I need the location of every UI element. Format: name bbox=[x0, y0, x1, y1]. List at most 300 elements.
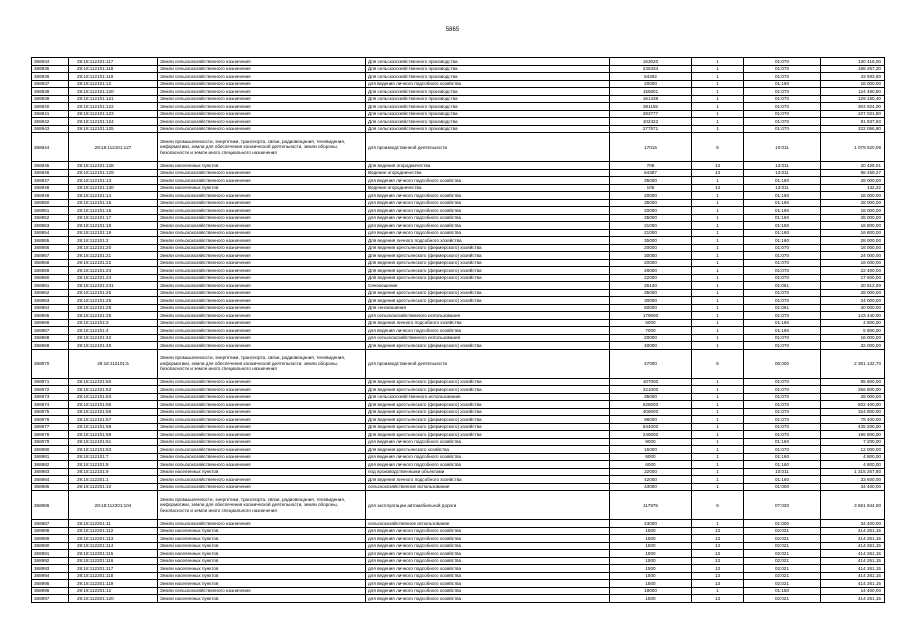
use-code: 01:070 bbox=[744, 274, 821, 282]
cadastral-number: 29:18:112101:57 bbox=[69, 416, 158, 424]
row-number: 368951 bbox=[32, 207, 69, 215]
area: 155601 bbox=[610, 88, 692, 96]
cadastral-number: 29:18:112101:26 bbox=[69, 297, 158, 305]
table-row bbox=[32, 520, 885, 528]
cadastral-value: 16 800,00 bbox=[821, 222, 885, 230]
cadastral-value: 16 000,00 bbox=[821, 334, 885, 342]
permitted-use: Для сельскохозяйственного использования bbox=[366, 393, 610, 401]
row-number: 368948 bbox=[32, 184, 69, 192]
land-category: Земли сельскохозяйственного назначения bbox=[158, 393, 366, 401]
cadastral-value: 78 400,00 bbox=[821, 416, 885, 424]
row-number: 368950 bbox=[32, 199, 69, 207]
row-number: 368937 bbox=[32, 80, 69, 88]
permitted-use: Для ведения крестьянского (фермерского) хозяйства bbox=[366, 244, 610, 252]
use-code: 01:070 bbox=[744, 431, 821, 439]
cadastral-value: 24 000,00 bbox=[821, 252, 885, 260]
category-code: 1 bbox=[692, 88, 744, 96]
table-row bbox=[32, 393, 885, 401]
land-category: Земли сельскохозяйственного назначения bbox=[158, 401, 366, 409]
cadastral-value: 16 800,00 bbox=[821, 229, 885, 237]
cadastral-value: 17 600,00 bbox=[821, 274, 885, 282]
use-code: 01:160 bbox=[744, 438, 821, 446]
area: 246000 bbox=[610, 431, 692, 439]
cadastral-value: 28 000,00 bbox=[821, 289, 885, 297]
land-category: Земли сельскохозяйственного назначения bbox=[158, 65, 366, 73]
category-code: 13 bbox=[692, 572, 744, 580]
use-code: 02:021 bbox=[744, 572, 821, 580]
land-category: Земли сельскохозяйственного назначения bbox=[158, 259, 366, 267]
table-row bbox=[32, 565, 885, 573]
permitted-use: Для сельскохозяйственного производства bbox=[366, 103, 610, 111]
cadastral-value: 16 000,00 bbox=[821, 192, 885, 200]
area: 15000 bbox=[610, 446, 692, 454]
cadastral-number: 29:18:112201:118 bbox=[69, 572, 158, 580]
use-code: 01:160 bbox=[744, 80, 821, 88]
category-code: 13 bbox=[692, 535, 744, 543]
table-row bbox=[32, 401, 885, 409]
category-code: 1 bbox=[692, 199, 744, 207]
cadastral-number: 29:18:112101:59 bbox=[69, 431, 158, 439]
area: 40000 bbox=[610, 342, 692, 350]
land-category: Земли населенных пунктов bbox=[158, 565, 366, 573]
permitted-use: для ведения личного подсобного хозяйства bbox=[366, 453, 610, 461]
cadastral-value: 1 315 267,80 bbox=[821, 468, 885, 476]
table-row bbox=[32, 550, 885, 558]
category-code: 1 bbox=[692, 192, 744, 200]
row-number: 368955 bbox=[32, 237, 69, 245]
permitted-use: для ведения личного подсобного хозяйства bbox=[366, 214, 610, 222]
cadastral-value: 502 400,00 bbox=[821, 401, 885, 409]
table-row bbox=[32, 252, 885, 260]
table-row bbox=[32, 580, 885, 588]
land-category: Земли промышленности, энергетики, транспорта, связи, радиовещания, телевидения, информатики, земли для обеспечения космической деятельности, земли обороны, безопасности и земли иного специального назначения bbox=[158, 349, 366, 378]
permitted-use: Для ведения крестьянского (фермерского) хозяйства bbox=[366, 386, 610, 394]
land-category: Земли сельскохозяйственного назначения bbox=[158, 214, 366, 222]
cadastral-number: 29:18:112101:129 bbox=[69, 169, 158, 177]
area: 50000 bbox=[610, 304, 692, 312]
permitted-use: Для ведения крестьянского (фермерского) хозяйства bbox=[366, 297, 610, 305]
permitted-use: Для сельскохозяйственного производства bbox=[366, 95, 610, 103]
cadastral-number: 29:18:112101:12 bbox=[69, 80, 158, 88]
category-code: 1 bbox=[692, 65, 744, 73]
cadastral-number: 29:18:112201:1 bbox=[69, 476, 158, 484]
category-code: 1 bbox=[692, 438, 744, 446]
land-category: Земли сельскохозяйственного назначения bbox=[158, 319, 366, 327]
cadastral-value: 2 351 132,70 bbox=[821, 349, 885, 378]
area: 6000 bbox=[610, 319, 692, 327]
table-row bbox=[32, 133, 885, 162]
category-code: 1 bbox=[692, 267, 744, 275]
use-code: 01:070 bbox=[744, 446, 821, 454]
area: 1500 bbox=[610, 542, 692, 550]
use-code: 01:070 bbox=[744, 125, 821, 133]
use-code: 02:021 bbox=[744, 595, 821, 603]
table-row bbox=[32, 349, 885, 378]
land-category: Земли сельскохозяйственного назначения bbox=[158, 199, 366, 207]
use-code: 10:011 bbox=[744, 468, 821, 476]
land-category: Земли сельскохозяйственного назначения bbox=[158, 282, 366, 290]
area: 381155 bbox=[610, 103, 692, 111]
permitted-use: для эксплуатации автомобильной дороги bbox=[366, 491, 610, 520]
table-row bbox=[32, 327, 885, 335]
category-code: 1 bbox=[692, 125, 744, 133]
table-row bbox=[32, 542, 885, 550]
permitted-use: Для ведения крестьянского (фермерского) хозяйства bbox=[366, 378, 610, 386]
table-row bbox=[32, 65, 885, 73]
cadastral-number: 29:18:112101:56 bbox=[69, 408, 158, 416]
area: 321000 bbox=[610, 386, 692, 394]
cadastral-value: 28 000,00 bbox=[821, 237, 885, 245]
use-code: 01:070 bbox=[744, 252, 821, 260]
category-code: 1 bbox=[692, 289, 744, 297]
category-code: 1 bbox=[692, 304, 744, 312]
table-row bbox=[32, 557, 885, 565]
permitted-use: для ведения личного подсобного хозяйства bbox=[366, 595, 610, 603]
table-row bbox=[32, 289, 885, 297]
row-number: 368991 bbox=[32, 550, 69, 558]
permitted-use: Сенокошение bbox=[366, 282, 610, 290]
cadastral-number: 29:18:112201:11 bbox=[69, 520, 158, 528]
use-code: 01:070 bbox=[744, 401, 821, 409]
cadastral-value: 16 000,00 bbox=[821, 259, 885, 267]
row-number: 368938 bbox=[32, 88, 69, 96]
cadastral-value: 414 261,15 bbox=[821, 535, 885, 543]
category-code: 1 bbox=[692, 476, 744, 484]
category-code: 1 bbox=[692, 483, 744, 491]
area: 35000 bbox=[610, 289, 692, 297]
permitted-use: для ведения личного подсобного хозяйства bbox=[366, 557, 610, 565]
land-category: Земли сельскохозяйственного назначения bbox=[158, 476, 366, 484]
use-code: 01:160 bbox=[744, 192, 821, 200]
use-code: 13:011 bbox=[744, 162, 821, 170]
table-row bbox=[32, 416, 885, 424]
use-code: 02:021 bbox=[744, 527, 821, 535]
category-code: 1 bbox=[692, 334, 744, 342]
permitted-use: Для ведения крестьянского (фермерского) хозяйства bbox=[366, 252, 610, 260]
table-row bbox=[32, 184, 885, 192]
use-code: 01:070 bbox=[744, 65, 821, 73]
row-number: 368961 bbox=[32, 282, 69, 290]
cadastral-number: 29:18:112101:25 bbox=[69, 289, 158, 297]
cadastral-value: 20 429,01 bbox=[821, 162, 885, 170]
cadastral-value: 414 261,15 bbox=[821, 565, 885, 573]
cadastral-value: 324 800,00 bbox=[821, 408, 885, 416]
cadastral-number: 29:18:112101:58 bbox=[69, 423, 158, 431]
permitted-use: Для ведения крестьянского (фермерского) хозяйства bbox=[366, 423, 610, 431]
category-code: 1 bbox=[692, 73, 744, 81]
cadastral-value: 124 480,80 bbox=[821, 88, 885, 96]
row-number: 368992 bbox=[32, 557, 69, 565]
permitted-use: для ведения личного подсобного хозяйства bbox=[366, 535, 610, 543]
permitted-use: Для сельскохозяйственного производства bbox=[366, 65, 610, 73]
row-number: 368993 bbox=[32, 565, 69, 573]
land-category: Земли сельскохозяйственного назначения bbox=[158, 334, 366, 342]
land-category: Земли населенных пунктов bbox=[158, 184, 366, 192]
table-row bbox=[32, 237, 885, 245]
use-code: 01:160 bbox=[744, 207, 821, 215]
land-category: Земли сельскохозяйственного назначения bbox=[158, 110, 366, 118]
row-number: 368939 bbox=[32, 95, 69, 103]
category-code: 1 bbox=[692, 342, 744, 350]
table-row bbox=[32, 468, 885, 476]
category-code: 1 bbox=[692, 244, 744, 252]
use-code: 02:021 bbox=[744, 565, 821, 573]
land-category: Земли сельскохозяйственного назначения bbox=[158, 423, 366, 431]
cadastral-value: 28 000,00 bbox=[821, 199, 885, 207]
permitted-use: для ведения личного подсобного хозяйства bbox=[366, 565, 610, 573]
table-row bbox=[32, 207, 885, 215]
land-category: Земли сельскохозяйственного назначения bbox=[158, 267, 366, 275]
table-row bbox=[32, 438, 885, 446]
category-code: 1 bbox=[692, 393, 744, 401]
permitted-use: для ведения личного подсобного хозяйства bbox=[366, 587, 610, 595]
table-row bbox=[32, 587, 885, 595]
category-code: 13 bbox=[692, 162, 744, 170]
permitted-use: для ведения личного подсобного хозяйства bbox=[366, 199, 610, 207]
row-number: 368990 bbox=[32, 542, 69, 550]
category-code: 1 bbox=[692, 327, 744, 335]
row-number: 368935 bbox=[32, 65, 69, 73]
category-code: 1 bbox=[692, 297, 744, 305]
cadastral-number: 29:18:112101:21 bbox=[69, 252, 158, 260]
land-category: Земли сельскохозяйственного назначения bbox=[158, 88, 366, 96]
table-row bbox=[32, 319, 885, 327]
cadastral-value: 24 000,00 bbox=[821, 297, 885, 305]
cadastral-value: 143 440,00 bbox=[821, 312, 885, 320]
use-code: 01:160 bbox=[744, 237, 821, 245]
category-code: 1 bbox=[692, 312, 744, 320]
cadastral-value: 28 000,00 bbox=[821, 177, 885, 185]
permitted-use: Для ведения крестьянского (фермерского) хозяйства bbox=[366, 267, 610, 275]
cadastral-value: 130 416,00 bbox=[821, 58, 885, 66]
cadastral-number: 29:18:112101:127 bbox=[69, 133, 158, 162]
cadastral-number: 29:18:112201:10 bbox=[69, 483, 158, 491]
area: 35000 bbox=[610, 393, 692, 401]
table-row bbox=[32, 162, 885, 170]
category-code: 13 bbox=[692, 184, 744, 192]
table-row bbox=[32, 491, 885, 520]
row-number: 368996 bbox=[32, 587, 69, 595]
category-code: 1 bbox=[692, 423, 744, 431]
land-category: Земли промышленности, энергетики, транспорта, связи, радиовещания, телевидения, информатики, земли для обеспечения космической деятельности, земли обороны, безопасности и земли иного специального назначения bbox=[158, 133, 366, 162]
cadastral-value: 304 924,00 bbox=[821, 103, 885, 111]
category-code: 1 bbox=[692, 274, 744, 282]
use-code: 02:021 bbox=[744, 535, 821, 543]
cadastral-number: 29:18:112101:24 bbox=[69, 274, 158, 282]
area: 30000 bbox=[610, 252, 692, 260]
row-number: 368947 bbox=[32, 177, 69, 185]
permitted-use: Для ведения крестьянского (фермерского) хозяйства bbox=[366, 259, 610, 267]
land-category: Земли населенных пунктов bbox=[158, 162, 366, 170]
row-number: 368967 bbox=[32, 327, 69, 335]
permitted-use: Для ведения личного подсобного хозяйства bbox=[366, 319, 610, 327]
permitted-use: Ведение огородничества bbox=[366, 184, 610, 192]
land-category: Земли сельскохозяйственного назначения bbox=[158, 408, 366, 416]
category-code: 1 bbox=[692, 118, 744, 126]
cadastral-value: 227 021,60 bbox=[821, 110, 885, 118]
cadastral-value: 22 400,00 bbox=[821, 267, 885, 275]
category-code: 1 bbox=[692, 386, 744, 394]
land-category: Земли сельскохозяйственного назначения bbox=[158, 103, 366, 111]
row-number: 368957 bbox=[32, 252, 69, 260]
area: 406000 bbox=[610, 408, 692, 416]
table-row bbox=[32, 259, 885, 267]
cadastral-number: 29:18:112201:115 bbox=[69, 550, 158, 558]
row-number: 368943 bbox=[32, 125, 69, 133]
area: 1500 bbox=[610, 595, 692, 603]
cadastral-value: 34 400,00 bbox=[821, 483, 885, 491]
area: 22000 bbox=[610, 274, 692, 282]
cadastral-value: 414 261,15 bbox=[821, 580, 885, 588]
use-code: 01:070 bbox=[744, 386, 821, 394]
row-number: 368944 bbox=[32, 133, 69, 162]
cadastral-number: 29:18:112101:15 bbox=[69, 199, 158, 207]
cadastral-number: 29:18:112201:12 bbox=[69, 587, 158, 595]
permitted-use: сельскохозяйственное использование bbox=[366, 520, 610, 528]
land-category: Земли населенных пунктов bbox=[158, 572, 366, 580]
land-category: Земли сельскохозяйственного назначения bbox=[158, 80, 366, 88]
use-code: 01:160 bbox=[744, 177, 821, 185]
cadastral-value: 28 000,00 bbox=[821, 214, 885, 222]
cadastral-number: 29:18:112101:5 bbox=[69, 349, 158, 378]
land-category: Земли сельскохозяйственного назначения bbox=[158, 327, 366, 335]
use-code: 01:070 bbox=[744, 289, 821, 297]
area: 54492 bbox=[610, 73, 692, 81]
cadastral-number: 29:18:112101:28 bbox=[69, 304, 158, 312]
category-code: 13 bbox=[692, 557, 744, 565]
cadastral-value: 4 800,00 bbox=[821, 461, 885, 469]
area: 35000 bbox=[610, 237, 692, 245]
permitted-use: Для сельскохозяйственного производства bbox=[366, 125, 610, 133]
use-code: 01:160 bbox=[744, 222, 821, 230]
area: 20000 bbox=[610, 259, 692, 267]
cadastral-value: 16 000,00 bbox=[821, 244, 885, 252]
row-number: 368984 bbox=[32, 476, 69, 484]
use-code: 01:070 bbox=[744, 267, 821, 275]
land-category: Земли промышленности, энергетики, транспорта, связи, радиовещания, телевидения, информатики, земли для обеспечения космической деятельности, земли обороны, безопасности и земли иного специального назначения bbox=[158, 491, 366, 520]
permitted-use: для ведения личного подсобного хозяйства bbox=[366, 80, 610, 88]
area: 1500 bbox=[610, 557, 692, 565]
category-code: 1 bbox=[692, 237, 744, 245]
category-code: 1 bbox=[692, 431, 744, 439]
table-row bbox=[32, 595, 885, 603]
land-category: Земли населенных пунктов bbox=[158, 535, 366, 543]
permitted-use: Для сенокошения bbox=[366, 304, 610, 312]
row-number: 368969 bbox=[32, 342, 69, 350]
permitted-use: Для ведения личного подсобного хозяйства bbox=[366, 476, 610, 484]
area: 98000 bbox=[610, 416, 692, 424]
permitted-use: для ведения личного подсобного хозяйства bbox=[366, 207, 610, 215]
cadastral-number: 29:18:112101:2 bbox=[69, 237, 158, 245]
cadastral-number: 29:18:112101:63 bbox=[69, 446, 158, 454]
cadastral-value: 414 261,15 bbox=[821, 550, 885, 558]
cadastral-number: 29:18:112101:53 bbox=[69, 393, 158, 401]
land-category: Земли сельскохозяйственного назначения bbox=[158, 438, 366, 446]
row-number: 368936 bbox=[32, 73, 69, 81]
cadastral-number: 29:18:112101:23 bbox=[69, 267, 158, 275]
category-code: 1 bbox=[692, 252, 744, 260]
permitted-use: Для сельскохозяйственного производства bbox=[366, 73, 610, 81]
land-category: Земли сельскохозяйственного назначения bbox=[158, 252, 366, 260]
cadastral-value: 1 079 520,08 bbox=[821, 133, 885, 162]
cadastral-number: 29:18:112101:29 bbox=[69, 312, 158, 320]
cadastral-number: 29:18:112101:8 bbox=[69, 461, 158, 469]
land-category: Земли сельскохозяйственного назначения bbox=[158, 73, 366, 81]
use-code: 01:070 bbox=[744, 416, 821, 424]
cadastral-value: 5 600,00 bbox=[821, 327, 885, 335]
row-number: 368987 bbox=[32, 520, 69, 528]
area: 628000 bbox=[610, 401, 692, 409]
permitted-use: Для сельскохозяйственного производства bbox=[366, 88, 610, 96]
use-code: 01:070 bbox=[744, 244, 821, 252]
row-number: 368959 bbox=[32, 267, 69, 275]
cadastral-value: 43 593,60 bbox=[821, 73, 885, 81]
area: 179000 bbox=[610, 312, 692, 320]
cadastral-number: 29:18:112101:119 bbox=[69, 73, 158, 81]
area: 47000 bbox=[610, 349, 692, 378]
permitted-use: для ведения личного подсобного хозяйства bbox=[366, 192, 610, 200]
cadastral-number: 29:18:112101:3 bbox=[69, 319, 158, 327]
row-number: 368981 bbox=[32, 453, 69, 461]
permitted-use: для ведения личного подсобного хозяйства bbox=[366, 461, 610, 469]
cadastral-number: 29:18:112101:120 bbox=[69, 88, 158, 96]
area: 17015 bbox=[610, 133, 692, 162]
category-code: 1 bbox=[692, 587, 744, 595]
cadastral-value: 4 800,00 bbox=[821, 453, 885, 461]
category-code: 13 bbox=[692, 527, 744, 535]
use-code: 01:000 bbox=[744, 483, 821, 491]
land-register-table bbox=[31, 57, 885, 603]
row-number: 368977 bbox=[32, 423, 69, 431]
category-code: 1 bbox=[692, 177, 744, 185]
area: 9000 bbox=[610, 438, 692, 446]
area: 20000 bbox=[610, 334, 692, 342]
category-code: 1 bbox=[692, 103, 744, 111]
permitted-use: для производственной деятельности bbox=[366, 349, 610, 378]
row-number: 368968 bbox=[32, 334, 69, 342]
permitted-use: для ведения личного подсобного хозяйства bbox=[366, 542, 610, 550]
land-category: Земли сельскохозяйственного назначения bbox=[158, 177, 366, 185]
row-number: 368976 bbox=[32, 416, 69, 424]
table-row bbox=[32, 267, 885, 275]
permitted-use: сельскохозяйственное использование bbox=[366, 483, 610, 491]
use-code: 01:160 bbox=[744, 214, 821, 222]
row-number: 368934 bbox=[32, 58, 69, 66]
category-code: 13 bbox=[692, 565, 744, 573]
permitted-use: Для ведения крестьянского (фермерского) хозяйства bbox=[366, 289, 610, 297]
area: 1500 bbox=[610, 565, 692, 573]
use-code: 01:070 bbox=[744, 423, 821, 431]
table-row bbox=[32, 572, 885, 580]
category-code: 6 bbox=[692, 133, 744, 162]
cadastral-value: 81 937,60 bbox=[821, 118, 885, 126]
table-row bbox=[32, 80, 885, 88]
cadastral-value: 14 400,00 bbox=[821, 587, 885, 595]
cadastral-value: 28 000,00 bbox=[821, 393, 885, 401]
table-row bbox=[32, 535, 885, 543]
permitted-use: Ведение огородничества bbox=[366, 169, 610, 177]
land-category: Земли населенных пунктов bbox=[158, 542, 366, 550]
row-number: 368974 bbox=[32, 401, 69, 409]
cadastral-value: 414 261,15 bbox=[821, 542, 885, 550]
category-code: 6 bbox=[692, 491, 744, 520]
cadastral-number: 29:18:112201:120 bbox=[69, 595, 158, 603]
use-code: 01:000 bbox=[744, 520, 821, 528]
permitted-use: для ведения личного подсобного хозяйства bbox=[366, 550, 610, 558]
row-number: 368966 bbox=[32, 319, 69, 327]
category-code: 1 bbox=[692, 259, 744, 267]
cadastral-number: 29:18:112101:9 bbox=[69, 468, 158, 476]
